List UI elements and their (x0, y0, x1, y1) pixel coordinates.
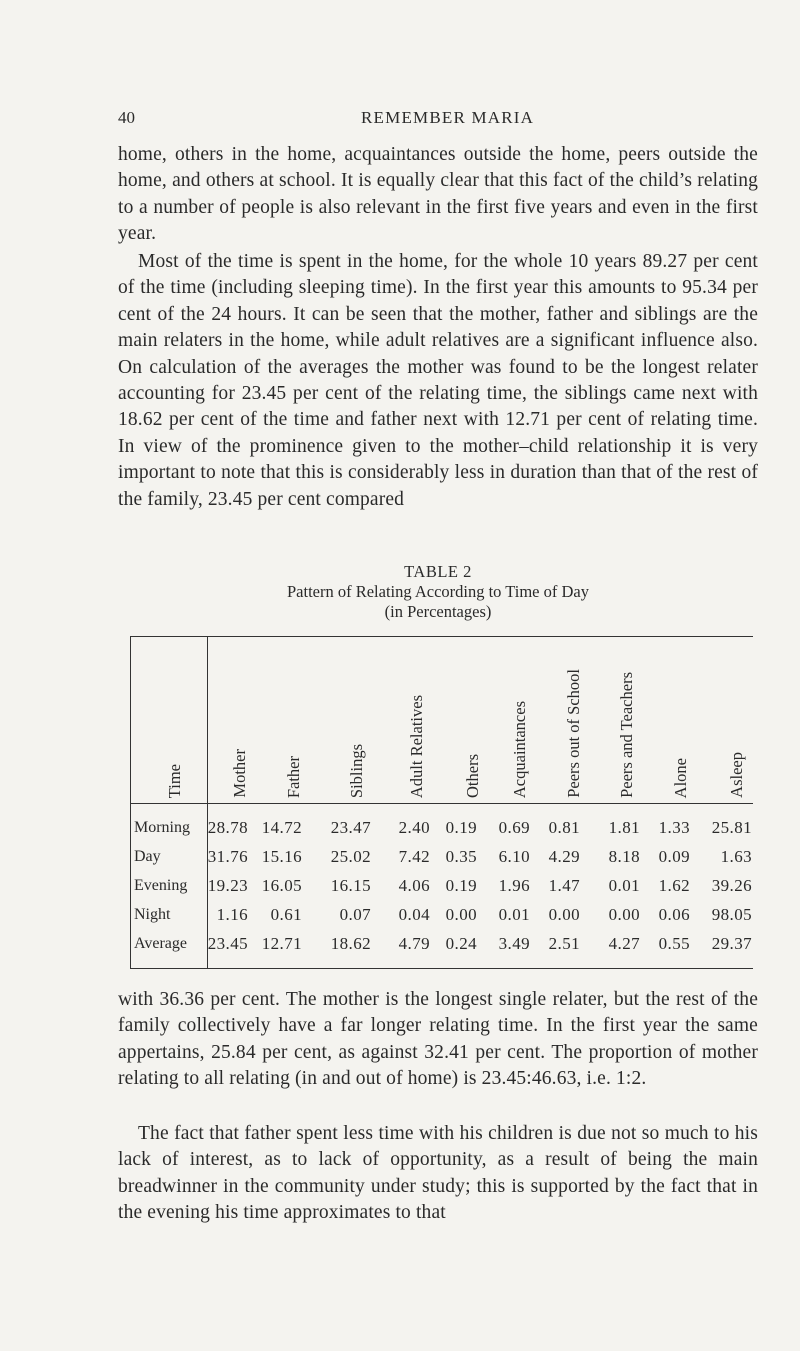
table-cell: 1.63 (720, 847, 752, 866)
table-cell: 12.71 (261, 934, 302, 953)
table-label: TABLE 2 (404, 562, 472, 581)
column-header-siblings: Siblings (347, 743, 366, 798)
table-cell: 1.16 (216, 905, 248, 924)
table-cell: 4.27 (608, 934, 640, 953)
table-cell: 0.07 (339, 905, 371, 924)
table-cell: 1.81 (608, 818, 640, 837)
table-cell: 31.76 (207, 847, 248, 866)
row-label-average: Average (134, 935, 187, 952)
table-cell: 39.26 (711, 876, 752, 895)
table-cell: 0.55 (658, 934, 690, 953)
book-title: REMEMBER MARIA (361, 108, 535, 127)
table-cell: 16.05 (261, 876, 302, 895)
table-bottom-rule (130, 968, 753, 969)
table-cell: 7.42 (398, 847, 430, 866)
column-header-mother: Mother (230, 749, 249, 798)
table-cell: 25.02 (330, 847, 371, 866)
table-cell: 0.00 (608, 905, 640, 924)
table-cell: 0.04 (398, 905, 430, 924)
column-header-time: Time (165, 763, 184, 798)
table-cell: 0.06 (658, 905, 690, 924)
table-cell: 15.16 (261, 847, 302, 866)
row-label-morning: Morning (134, 819, 190, 836)
table-cell: 4.06 (398, 876, 430, 895)
paragraph-2: Most of the time is spent in the home, for the whole 10 years 89.27 per cent of the time (including sleeping time). In the first year this amounts to 95.34 per cent of the 24 hours. It can be seen that the mother, father and siblings are the main relaters in the home, while adult relatives are a significant influence also. On calculation of the averages the mother was found to be the longest relater accounting for 23.45 per cent of the relating time, the siblings came next with 18.62 per cent of the time and father next with 12.71 per cent of relating time. In view of the prominence given to the mother–child relationship it is very important to note that this is considerably less in duration than that of the rest of the family, 23.45 per cent compared (118, 251, 758, 510)
paragraph-1: home, others in the home, acquaintances outside the home, peers outside the home, and others at school. It is equally clear that this fact of the child’s relating to a number of people is also relevant in the first five years and even in the first year. (118, 144, 758, 245)
row-label-night: Night (134, 906, 171, 923)
table-cell: 0.69 (498, 818, 530, 837)
table-stub-rule (207, 636, 208, 969)
table-cell: 19.23 (207, 876, 248, 895)
table-cell: 29.37 (711, 934, 752, 953)
table-cell: 14.72 (261, 818, 302, 837)
table-cell: 0.81 (548, 818, 580, 837)
table-cell: 0.19 (445, 876, 477, 895)
column-header-alone: Alone (671, 757, 690, 798)
column-header-others: Others (463, 754, 482, 798)
column-header-acquaintances: Acquaintances (510, 700, 529, 798)
row-label-evening: Evening (134, 877, 188, 894)
table-cell: 0.35 (445, 847, 477, 866)
table-cell: 18.62 (330, 934, 371, 953)
table-cell: 0.01 (498, 905, 530, 924)
table-cell: 0.00 (548, 905, 580, 924)
table-cell: 1.62 (658, 876, 690, 895)
table-cell: 1.96 (498, 876, 530, 895)
page-number: 40 (118, 108, 135, 127)
table-cell: 28.78 (207, 818, 248, 837)
table-cell: 25.81 (711, 818, 752, 837)
table-cell: 0.00 (445, 905, 477, 924)
table-cell: 3.49 (498, 934, 530, 953)
table-cell: 4.29 (548, 847, 580, 866)
column-header-father: Father (284, 755, 303, 798)
table-caption (118, 561, 758, 622)
table-cell: 1.47 (548, 876, 580, 895)
table-cell: 23.47 (330, 818, 371, 837)
table-left-rule (130, 636, 131, 969)
table-cell: 0.09 (658, 847, 690, 866)
table-cell: 0.24 (445, 934, 477, 953)
table-cell: 8.18 (608, 847, 640, 866)
table-cell: 0.19 (445, 818, 477, 837)
table-cell: 6.10 (498, 847, 530, 866)
column-header-peers-out-of-school: Peers out of School (564, 669, 583, 798)
table-cell: 1.33 (658, 818, 690, 837)
table-cell: 16.15 (330, 876, 371, 895)
table-top-rule (130, 636, 753, 637)
paragraph-4: The fact that father spent less time with his children is due not so much to his lack of interest, as to lack of opportunity, as a result of being the main breadwinner in the community under study; this is supported by the fact that in the evening his time approximates to that (118, 1123, 758, 1224)
table-cell: 4.79 (398, 934, 430, 953)
table-header-rule (130, 803, 753, 804)
table-cell: 2.40 (398, 818, 430, 837)
column-header-peers-and-teachers: Peers and Teachers (617, 672, 636, 798)
table-cell: 0.61 (270, 905, 302, 924)
running-head (118, 108, 758, 130)
column-header-adult-relatives: Adult Relatives (407, 694, 426, 798)
table-title-line-2: (in Percentages) (384, 602, 492, 621)
column-header-asleep: Asleep (727, 752, 746, 798)
table-cell: 2.51 (548, 934, 580, 953)
table-title-line-1: Pattern of Relating According to Time of Day (286, 582, 589, 601)
table-cell: 23.45 (207, 934, 248, 953)
row-label-day: Day (134, 848, 161, 865)
table-cell: 0.01 (608, 876, 640, 895)
table-cell: 98.05 (711, 905, 752, 924)
paragraph-3: with 36.36 per cent. The mother is the longest single relater, but the rest of the family collectively have a far longer relating time. In the first year the same appertains, 25.84 per cent, as against 32.41 per cent. The proportion of mother relating to all relating (in and out of home) is 23.45:46.63, i.e. 1:2. (118, 989, 758, 1090)
